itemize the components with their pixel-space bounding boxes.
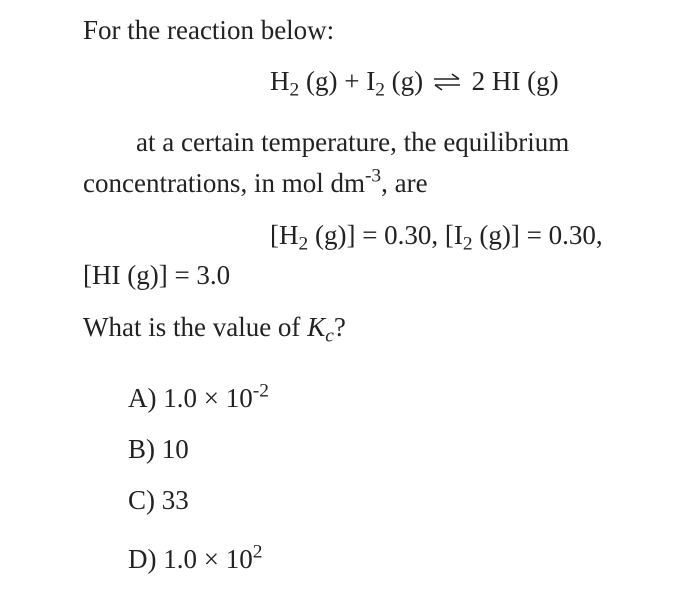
- ask-question-mark: ?: [333, 312, 346, 342]
- question-intro: [83, 17, 334, 44]
- option-d[interactable]: [128, 541, 263, 574]
- conditions-line-2: [83, 165, 428, 198]
- concentrations-line-1: [270, 220, 603, 255]
- conditions-text-2b: , are: [381, 168, 428, 198]
- intro-text: For the reaction below:: [83, 15, 335, 45]
- option-a[interactable]: [128, 380, 269, 413]
- option-c-label: C): [128, 485, 155, 515]
- conditions-text-1: at a certain temperature, the equilibrium: [136, 127, 570, 157]
- h2-conc-subscript: 2: [298, 233, 309, 255]
- ask-text: What is the value of: [83, 312, 308, 342]
- option-a-exponent: -2: [252, 380, 269, 402]
- option-d-value: 1.0 × 10: [163, 544, 253, 574]
- h2-symbol: H: [270, 66, 290, 96]
- h2-state: (g) +: [305, 66, 360, 96]
- option-a-value: 1.0 × 10: [163, 383, 253, 413]
- option-c-value: 33: [161, 485, 189, 515]
- option-d-exponent: 2: [252, 541, 263, 563]
- reaction-equation: [270, 66, 559, 101]
- unit-exponent: -3: [364, 165, 382, 187]
- conditions-text-2a: concentrations, in mol dm: [83, 168, 365, 198]
- i2-state: (g): [391, 66, 424, 96]
- conditions-line-1: [136, 129, 569, 156]
- option-c[interactable]: [128, 487, 189, 514]
- question-ask: [83, 312, 346, 347]
- i2-conc-subscript: 2: [462, 233, 473, 255]
- hi-conc-value: [HI (g)] = 3.0: [83, 260, 231, 290]
- product: 2 HI (g): [471, 66, 559, 96]
- option-d-label: D): [128, 544, 157, 574]
- option-b-value: 10: [161, 434, 189, 464]
- equilibrium-arrows-icon: [432, 70, 462, 90]
- i2-subscript: 2: [375, 79, 385, 101]
- h2-conc-open: [H: [270, 220, 299, 250]
- option-b[interactable]: [128, 436, 189, 463]
- i2-conc-value: (g)] = 0.30,: [479, 220, 603, 250]
- option-b-label: B): [128, 434, 155, 464]
- kc-subscript: c: [325, 325, 334, 347]
- concentrations-line-2: [83, 262, 230, 289]
- kc-symbol: K: [307, 312, 326, 342]
- option-a-label: A): [128, 383, 157, 413]
- i2-symbol: I: [366, 66, 376, 96]
- h2-conc-value: (g)] = 0.30, [I: [314, 220, 463, 250]
- h2-subscript: 2: [289, 79, 300, 101]
